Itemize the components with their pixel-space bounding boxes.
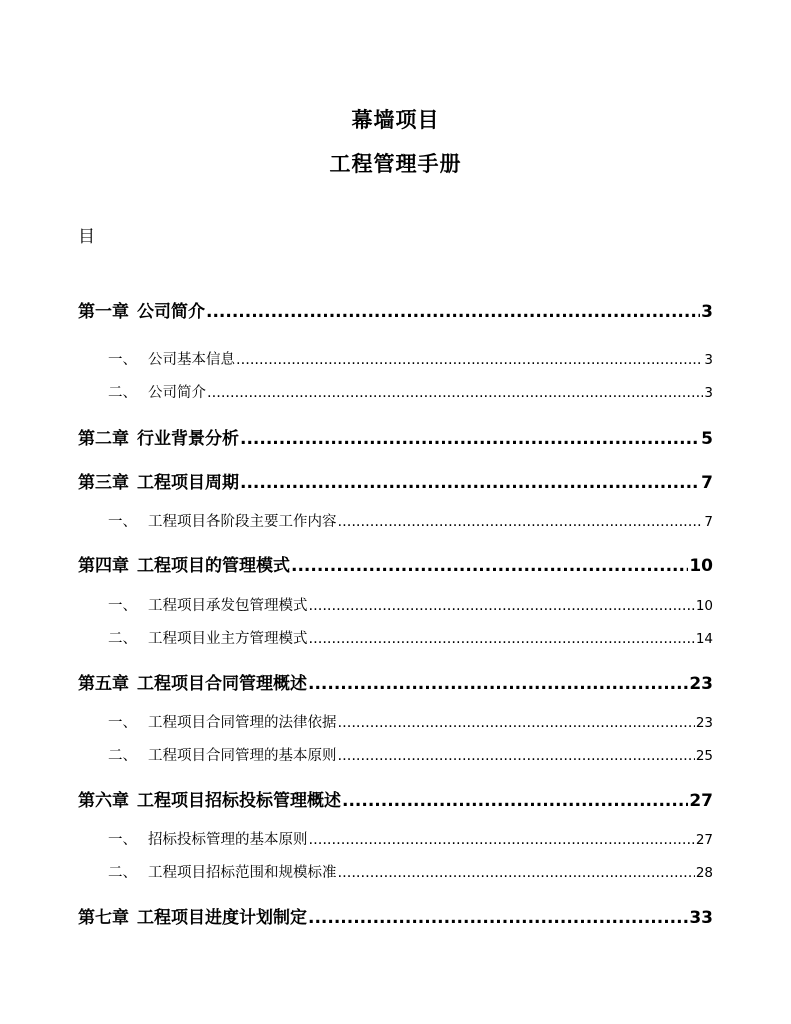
toc-leader-dots — [240, 473, 700, 493]
toc-leader-dots — [309, 832, 695, 848]
toc-entry-number: 第三章 — [78, 473, 129, 493]
toc-entry-label: 招标投标管理的基本原则 — [148, 832, 308, 848]
toc-entry-label: 工程项目合同管理的法律依据 — [148, 715, 337, 731]
document-subtitle: 工程管理手册 — [329, 152, 462, 176]
toc-entry-label: 工程项目进度计划制定 — [137, 908, 307, 928]
toc-leader-dots — [309, 631, 695, 647]
toc-entry-label: 工程项目的管理模式 — [137, 556, 290, 576]
toc-entry-label: 公司简介 — [137, 302, 205, 322]
toc-leader-dots — [308, 908, 688, 928]
toc-leader-dots — [291, 556, 688, 576]
toc-entry-number: 一、 — [108, 598, 137, 614]
toc-entry-label: 公司简介 — [148, 385, 206, 401]
toc-page-number: 10 — [695, 598, 713, 614]
toc-entry-number: 第二章 — [78, 429, 129, 449]
toc-section-entry[interactable] — [78, 828, 713, 849]
toc-page-number: 7 — [704, 514, 713, 530]
toc-entry-number: 第五章 — [78, 674, 129, 694]
toc-entry-label: 工程项目招标投标管理概述 — [137, 791, 341, 811]
toc-heading: 目 — [78, 227, 95, 247]
toc-entry-number: 一、 — [108, 715, 137, 731]
toc-page-number: 3 — [701, 302, 713, 322]
toc-chapter-entry[interactable] — [78, 551, 713, 576]
toc-entry-number: 一、 — [108, 352, 137, 368]
toc-entry-number: 二、 — [108, 385, 137, 401]
toc-entry-number: 第四章 — [78, 556, 129, 576]
toc-entry-number: 第六章 — [78, 791, 129, 811]
toc-page-number: 33 — [689, 908, 713, 928]
toc-leader-dots — [338, 715, 695, 731]
toc-entry-label: 工程项目合同管理概述 — [137, 674, 307, 694]
toc-entry-label: 工程项目周期 — [137, 473, 239, 493]
toc-page-number: 23 — [689, 674, 713, 694]
toc-chapter-entry[interactable] — [78, 297, 713, 322]
toc-section-entry[interactable] — [78, 348, 713, 369]
toc-leader-dots — [240, 429, 700, 449]
toc-page-number: 3 — [704, 352, 713, 368]
toc-entry-label: 公司基本信息 — [148, 352, 235, 368]
toc-entry-label: 工程项目合同管理的基本原则 — [148, 748, 337, 764]
toc-entry-number: 第七章 — [78, 908, 129, 928]
toc-leader-dots — [338, 748, 695, 764]
toc-page-number: 14 — [695, 631, 713, 647]
document-title: 幕墙项目 — [351, 108, 440, 132]
toc-page-number: 25 — [695, 748, 713, 764]
toc-chapter-entry[interactable] — [78, 669, 713, 694]
toc-page-number: 23 — [695, 715, 713, 731]
toc-leader-dots — [309, 598, 695, 614]
toc-leader-dots — [338, 514, 704, 530]
toc-chapter-entry[interactable] — [78, 786, 713, 811]
toc-leader-dots — [338, 865, 695, 881]
toc-chapter-entry[interactable] — [78, 468, 713, 493]
toc-section-entry[interactable] — [78, 744, 713, 765]
toc-leader-dots — [342, 791, 688, 811]
toc-section-entry[interactable] — [78, 861, 713, 882]
toc-entry-number: 第一章 — [78, 302, 129, 322]
toc-entry-number: 一、 — [108, 832, 137, 848]
toc-chapter-entry[interactable] — [78, 903, 713, 928]
toc-leader-dots — [206, 302, 700, 322]
toc-page-number: 10 — [689, 556, 713, 576]
toc-section-entry[interactable] — [78, 510, 713, 531]
toc-entry-number: 二、 — [108, 631, 137, 647]
toc-entry-number: 二、 — [108, 748, 137, 764]
toc-page-number: 3 — [704, 385, 713, 401]
toc-leader-dots — [236, 352, 703, 368]
toc-page-number: 28 — [695, 865, 713, 881]
toc-entry-label: 工程项目各阶段主要工作内容 — [148, 514, 337, 530]
toc-entry-label: 行业背景分析 — [137, 429, 239, 449]
toc-chapter-entry[interactable] — [78, 424, 713, 449]
toc-section-entry[interactable] — [78, 381, 713, 402]
toc-entry-label: 工程项目承发包管理模式 — [148, 598, 308, 614]
toc-entry-number: 一、 — [108, 514, 137, 530]
toc-section-entry[interactable] — [78, 711, 713, 732]
toc-page-number: 27 — [689, 791, 713, 811]
toc-leader-dots — [308, 674, 688, 694]
toc-entry-label: 工程项目招标范围和规模标准 — [148, 865, 337, 881]
toc-section-entry[interactable] — [78, 594, 713, 615]
toc-section-entry[interactable] — [78, 627, 713, 648]
toc-leader-dots — [207, 385, 703, 401]
toc-page-number: 7 — [701, 473, 713, 493]
toc-entry-label: 工程项目业主方管理模式 — [148, 631, 308, 647]
toc-entry-number: 二、 — [108, 865, 137, 881]
toc-page-number: 27 — [695, 832, 713, 848]
toc-page-number: 5 — [701, 429, 713, 449]
